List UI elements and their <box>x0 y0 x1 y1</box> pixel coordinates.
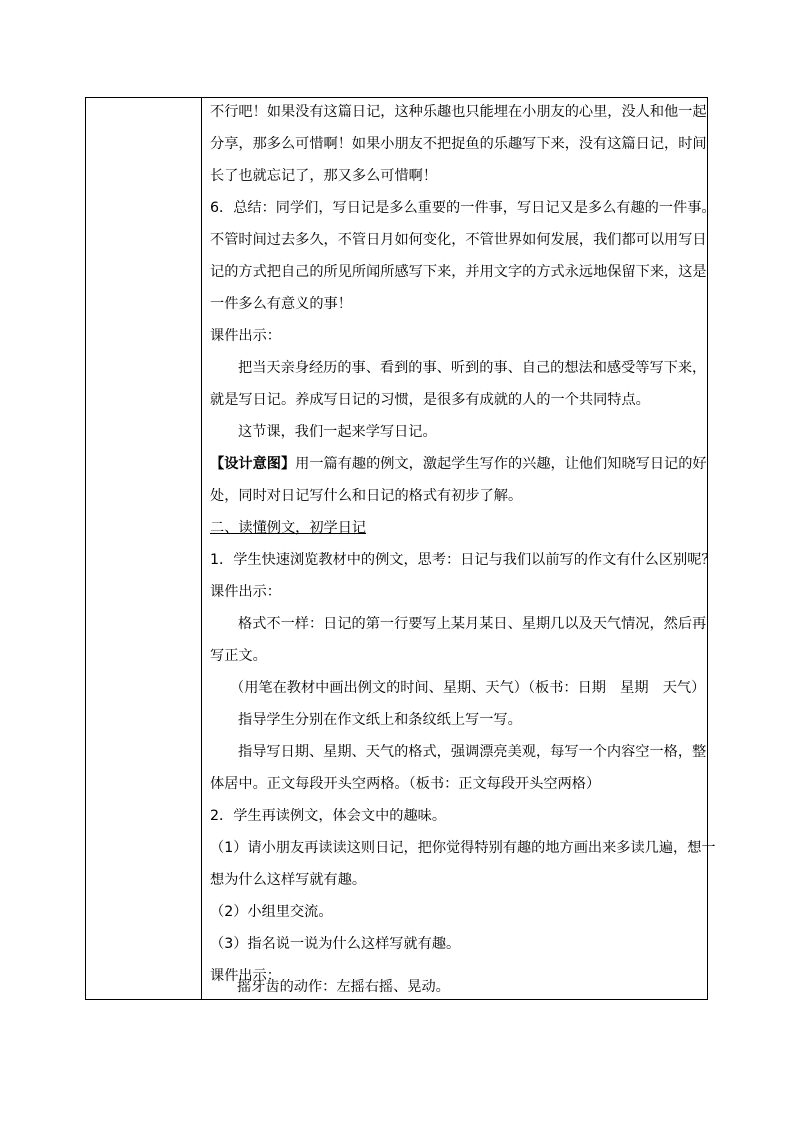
text-line: 不管时间过去多久，不管日月如何变化，不管世界如何发展，我们都可以用写日 <box>210 232 707 248</box>
text-line: 6．总结：同学们，写日记是多么重要的一件事，写日记又是多么有趣的一件事。 <box>210 200 716 216</box>
text-line: （2）小组里交流。 <box>210 904 333 920</box>
text-line: 把当天亲身经历的事、看到的事、听到的事、自己的想法和感受等写下来， <box>238 360 707 376</box>
text-line: 课件出示： <box>210 968 281 984</box>
text-line: 分享，那多么可惜啊！如果小朋友不把捉鱼的乐趣写下来，没有这篇日记，时间 <box>210 136 707 152</box>
design-intent-label: 【设计意图】 <box>210 456 296 472</box>
left-column-cell <box>86 98 202 999</box>
text-line: 2．学生再读例文，体会文中的趣味。 <box>210 808 447 824</box>
text-line: （3）指名说一说为什么这样写就有趣。 <box>210 936 461 952</box>
text-line: 长了也就忘记了，那又多么可惜啊！ <box>210 168 438 184</box>
text-line: （1）请小朋友再读读这则日记，把你觉得特别有趣的地方画出来多读几遍，想一 <box>210 840 716 856</box>
text-line: 指导学生分别在作文纸上和条纹纸上写一写。 <box>238 712 522 728</box>
text-line: 1．学生快速浏览教材中的例文，思考：日记与我们以前写的作文有什么区别呢？ <box>210 552 716 568</box>
lesson-table <box>85 97 716 1000</box>
text-line: 不行吧！如果没有这篇日记，这种乐趣也只能埋在小朋友的心里，没人和他一起 <box>210 104 707 120</box>
text-line: 课件出示： <box>210 328 281 344</box>
text-line: 记的方式把自己的所见所闻所感写下来，并用文字的方式永远地保留下来，这是 <box>210 264 707 280</box>
text-line: 摇牙齿的动作：左摇右摇、晃动。 <box>237 979 450 995</box>
section-heading: 二、读懂例文，初学日记 <box>210 520 367 536</box>
text-line: 处，同时对日记写什么和日记的格式有初步了解。 <box>210 488 523 504</box>
text-line: 指导写日期、星期、天气的格式，强调漂亮美观，每写一个内容空一格，整 <box>238 744 707 760</box>
text-line: 就是写日记。养成写日记的习惯，是很多有成就的人的一个共同特点。 <box>210 392 650 408</box>
text-line: （用笔在教材中画出例文的时间、星期、天气）（板书：日期 星期 天气） <box>230 680 706 696</box>
text-line: 体居中。正文每段开头空两格。（板书：正文每段开头空两格） <box>210 776 601 792</box>
design-intent-line <box>210 454 707 474</box>
text-line: 格式不一样：日记的第一行要写上某月某日、星期几以及天气情况，然后再 <box>238 616 707 632</box>
design-intent-text: 用一篇有趣的例文，激起学生写作的兴趣，让他们知晓写日记的好 <box>295 456 707 472</box>
text-line: 写正文。 <box>210 648 267 664</box>
text-line: 课件出示： <box>210 584 281 600</box>
text-line: 一件多么有意义的事！ <box>210 296 352 312</box>
text-line: 想为什么这样写就有趣。 <box>210 872 367 888</box>
text-line: 这节课，我们一起来学写日记。 <box>238 424 437 440</box>
